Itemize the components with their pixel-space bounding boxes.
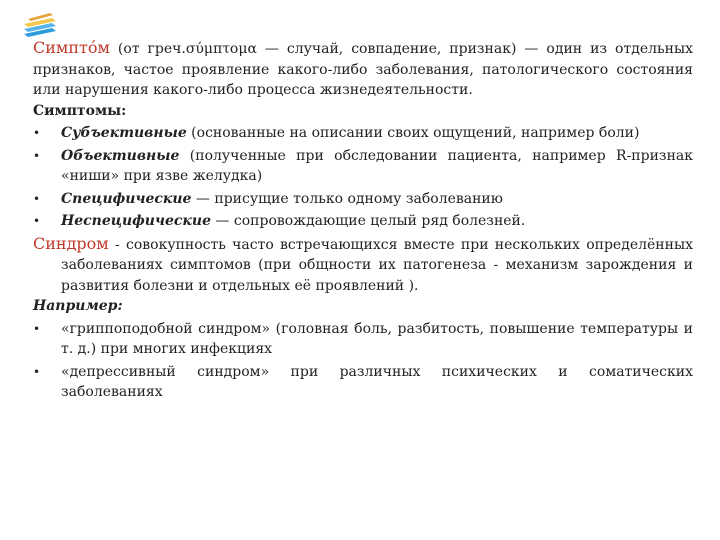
list-item: • Специфические — присущие только одному заболеванию xyxy=(33,189,693,210)
symptom-definition-text: (от греч.σύμπτομα — случай, совпадение, признак) — один из отдельных признаков, частое проявление какого-либо заболевания, патологического состояния или нарушения какого-либо процесса жизнедеятельности. xyxy=(33,41,693,98)
symptom-term: Симпто́м xyxy=(33,38,110,57)
list-item: • Объективные (полученные при обследовании пациента, например R-признак «ниши» при язве желудка) xyxy=(33,147,693,184)
bullet-icon: • xyxy=(33,126,41,140)
example-heading: Например: xyxy=(33,298,123,314)
bullet-icon: • xyxy=(33,148,41,163)
symptom-definition xyxy=(33,38,693,101)
syndrome-term: Синдром xyxy=(33,233,109,253)
list-item: • Неспецифические — сопровождающие целый ряд болезней. xyxy=(33,211,693,232)
bullet-icon: • xyxy=(33,191,41,206)
syndrome-definition-text: - совокупность часто встречающихся вместе при нескольких определённых заболеваниях симптомов (при общности их патогенеза - механизм зарождения и развития болезни и отдельных её проявлений ). xyxy=(61,236,693,294)
bullet-icon: • xyxy=(33,321,41,336)
list-item: • «гриппоподобной синдром» (головная боль, разбитость, повышение температуры и т. д.) при многих инфекциях xyxy=(33,320,693,357)
list-item: • Субъективные (основанные на описании своих ощущений, например боли) xyxy=(33,123,693,144)
examples-list xyxy=(33,319,693,403)
list-item: • «депрессивный синдром» при различных психических и соматических заболеваниях xyxy=(33,363,693,400)
syndrome-definition xyxy=(33,234,693,297)
slide-content xyxy=(33,38,693,405)
bullet-icon: • xyxy=(33,214,41,228)
book-stack-logo-icon xyxy=(22,10,58,40)
symptom-types-list xyxy=(33,123,693,232)
bullet-icon: • xyxy=(33,364,41,379)
symptoms-heading: Симптомы: xyxy=(33,102,127,119)
